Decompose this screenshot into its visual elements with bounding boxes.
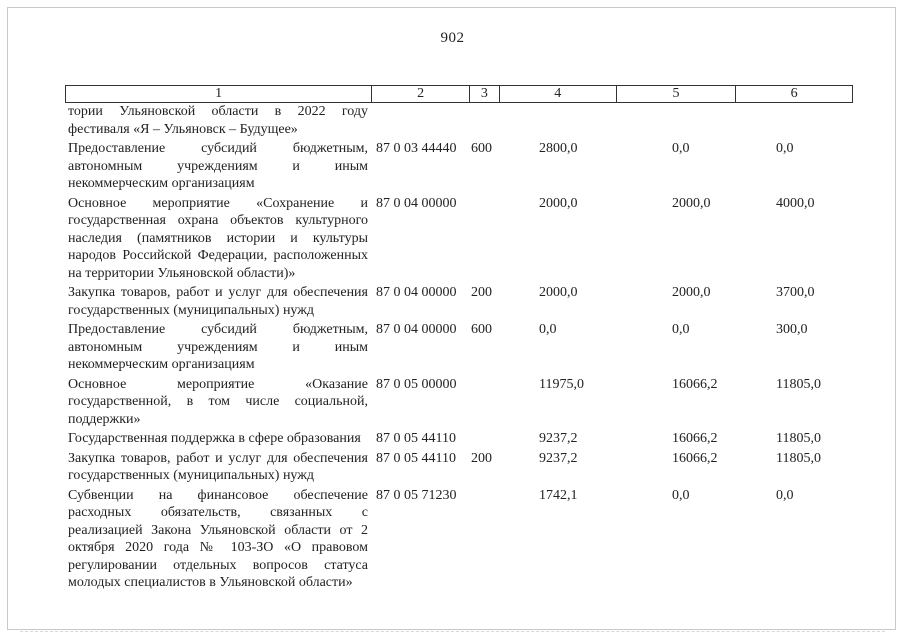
- row-value-col6: 300,0: [776, 322, 808, 337]
- page-bottom-edge: [20, 631, 885, 632]
- header-col-2: 2: [372, 86, 470, 102]
- row-name: тории Ульяновской области в 2022 году фестиваля «Я – Ульяновск – Будущее»: [68, 104, 368, 137]
- table-row: [64, 376, 853, 429]
- table-body: [64, 103, 853, 592]
- row-name: Предоставление субсидий бюджетным, автономным учреждениям и иным некоммерческим организациям: [68, 141, 368, 191]
- table-header-row: [65, 85, 853, 103]
- row-value-col5: 0,0: [672, 487, 690, 503]
- row-value-col4: 1742,1: [539, 487, 578, 503]
- row-name: Закупка товаров, работ и услуг для обеспечения государственных (муниципальных) нужд: [68, 285, 368, 318]
- row-code: 87 0 05 71230: [376, 487, 457, 503]
- table-row: [64, 195, 853, 283]
- row-value-col5: [616, 103, 736, 138]
- row-value-col6: 11805,0: [776, 431, 821, 446]
- row-value-col5: 16066,2: [672, 450, 718, 466]
- row-value-col4: 2000,0: [539, 195, 578, 211]
- row-value-col4: [499, 103, 616, 138]
- table-row: [64, 140, 853, 193]
- header-col-1: 1: [66, 86, 372, 102]
- header-col-5: 5: [617, 86, 737, 102]
- row-code: 87 0 05 44110: [376, 431, 456, 446]
- table-row: [64, 450, 853, 485]
- row-value-col6: 11805,0: [776, 450, 821, 466]
- row-value-col5: 2000,0: [672, 195, 711, 211]
- row-name: Предоставление субсидий бюджетным, автономным учреждениям и иным некоммерческим организациям: [68, 322, 368, 372]
- row-value-col5: 16066,2: [672, 376, 718, 392]
- table-row: [64, 487, 853, 592]
- header-col-4: 4: [500, 86, 617, 102]
- row-expense-type: 600: [471, 322, 492, 337]
- table-row: [64, 321, 853, 374]
- row-value-col6: [736, 103, 852, 138]
- row-name: Субвенции на финансовое обеспечение расходных обязательств, связанных с реализацией Закона Ульяновской области от 2 октября 2020 года № 103-ЗО «О правовом регулировании отдельных вопросов статуса молодых специалистов в Ульяновской области»: [68, 487, 368, 590]
- header-col-3: 3: [470, 86, 500, 102]
- row-value-col4: 11975,0: [539, 376, 584, 392]
- row-value-col6: 3700,0: [776, 285, 815, 300]
- row-value-col6: 0,0: [776, 141, 794, 156]
- row-expense-type: 200: [471, 285, 492, 300]
- row-value-col6: 0,0: [776, 487, 794, 503]
- row-code: 87 0 05 00000: [376, 376, 457, 392]
- row-value-col6: 11805,0: [776, 376, 821, 392]
- page-number: 902: [440, 30, 465, 46]
- row-code: 87 0 05 44110: [376, 450, 456, 466]
- row-value-col4: 2000,0: [539, 285, 578, 300]
- row-value-col5: 0,0: [672, 322, 690, 337]
- row-value-col6: 4000,0: [776, 195, 815, 211]
- row-name: Основное мероприятие «Оказание государственной, в том числе социальной, поддержки»: [68, 376, 368, 427]
- row-code: [368, 103, 469, 138]
- row-expense-type: [469, 376, 499, 429]
- row-name: Основное мероприятие «Сохранение и государственная охрана объектов культурного наследия (памятников истории и культуры народов Российской Федерации, расположенных на территории Ульяновской области)»: [68, 195, 368, 281]
- row-value-col4: 9237,2: [539, 431, 578, 446]
- row-code: 87 0 03 44440: [376, 141, 457, 156]
- row-expense-type: [469, 195, 499, 283]
- row-expense-type: 600: [471, 141, 492, 156]
- row-name: Государственная поддержка в сфере образования: [68, 431, 361, 446]
- table-row: [64, 103, 853, 138]
- row-code: 87 0 04 00000: [376, 322, 457, 337]
- row-code: 87 0 04 00000: [376, 285, 457, 300]
- row-value-col5: 2000,0: [672, 285, 711, 300]
- table-row: [64, 430, 853, 448]
- row-expense-type: [469, 487, 499, 592]
- row-expense-type: [469, 103, 499, 138]
- header-col-6: 6: [790, 86, 798, 101]
- row-code: 87 0 04 00000: [376, 195, 457, 211]
- row-value-col4: 9237,2: [539, 450, 578, 466]
- row-value-col4: 2800,0: [539, 141, 578, 156]
- row-value-col4: 0,0: [539, 322, 557, 337]
- row-expense-type: [469, 430, 499, 448]
- budget-table: [65, 85, 853, 594]
- row-value-col5: 0,0: [672, 141, 690, 156]
- table-row: [64, 284, 853, 319]
- row-expense-type: 200: [471, 450, 492, 466]
- row-value-col5: 16066,2: [672, 431, 718, 446]
- row-name: Закупка товаров, работ и услуг для обеспечения государственных (муниципальных) нужд: [68, 450, 368, 483]
